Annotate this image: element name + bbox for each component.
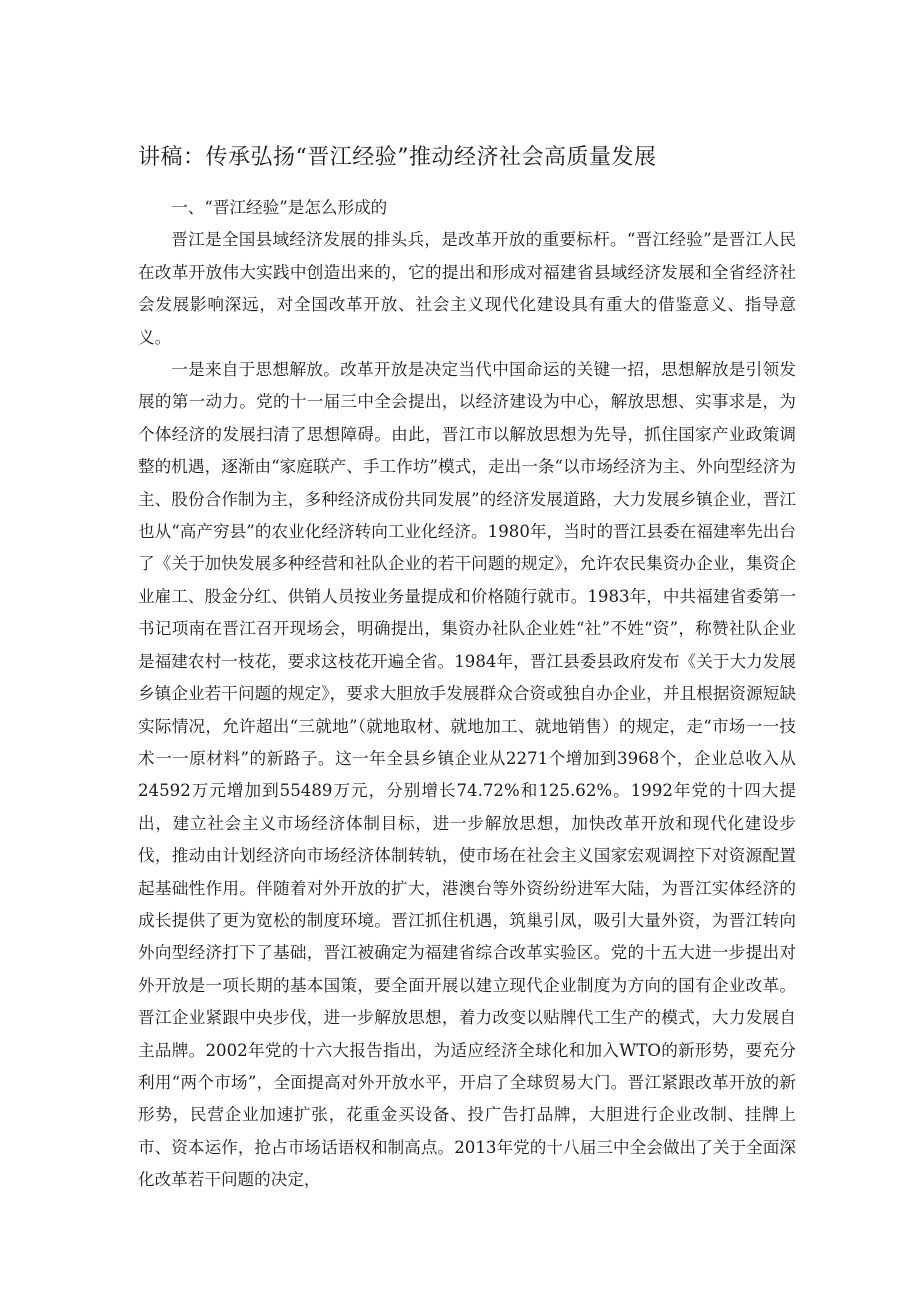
section-heading: 一、“晋江经验”是怎么形成的 xyxy=(171,198,388,217)
paragraph: 一是来自于思想解放。改革开放是决定当代中国命运的关键一招，思想解放是引领发展的第一动力。党的十一届三中全会提出，以经济建设为中心，解放思想、实事求是，为个体经济的发展扫清了思想障碍。由此，晋江市以解放思想为先导，抓住国家产业政策调整的机遇，逐渐由“家庭联产、手工作坊”模式，走出一条“以市场经济为主、外向型经济为主、股份合作制为主，多种经济成份共同发展”的经济发展道路，大力发展乡镇企业，晋江也从“高产穷县”的农业化经济转向工业化经济。1980年，当时的晋江县委在福建率先出台了《关于加快发展多种经营和社队企业的若干问题的规定》，允许农民集资办企业，集资企业雇工、股金分红、供销人员按业务量提成和价格随行就市。1983年，中共福建省委第一书记项南在晋江召开现场会，明确提出，集资办社队企业姓“社”不姓“资”，称赞社队企业是福建农村一枝花，要求这枝花开遍全省。1984年，晋江县委县政府发布《关于大力发展乡镇企业若干问题的规定》，要求大胆放手发展群众合资或独自办企业，并且根据资源短缺实际情况，允许超出“三就地”（就地取材、就地加工、就地销售）的规定，走“市场一一技术一一原材料”的新路子。这一年全县乡镇企业从2271个增加到3968个，企业总收入从24592万元增加到55489万元，分别增长74.72%和125.62%。1992年党的十四大提出，建立社会主义市场经济体制目标，进一步解放思想，加快改革开放和现代化建设步伐，推动由计划经济向市场经济体制转轨，使市场在社会主义国家宏观调控下对资源配置起基础性作用。伴随着对外开放的扩大，港澳台等外资纷纷进军大陆，为晋江实体经济的成长提供了更为宽松的制度环境。晋江抓住机遇，筑巢引凤，吸引大量外资，为晋江转向外向型经济打下了基础，晋江被确定为福建省综合改革实验区。党的十五大进一步提出对外开放是一项长期的基本国策，要全面开展以建立现代企业制度为方向的国有企业改革。晋江企业紧跟中央步伐，进一步解放思想，着力改变以贴牌代工生产的模式，大力发展自主品牌。2002年党的十六大报告指出，为适应经济全球化和加入WTO的新形势，要充分利用“两个市场”，全面提高对外开放水平，开启了全球贸易大门。晋江紧跟改革开放的新形势，民营企业加速扩张，花重金买设备、投广告打品牌，大胆进行企业改制、挂牌上市、资本运作，抢占市场话语权和制高点。2013年党的十八届三中全会做出了关于全面深化改革若干问题的决定， xyxy=(138,360,796,1190)
document-body xyxy=(138,192,796,1197)
document-title: 讲稿：传承弘扬“晋江经验”推动经济社会高质量发展 xyxy=(138,145,657,170)
paragraph: 晋江是全国县域经济发展的排头兵，是改革开放的重要标杆。“晋江经验”是晋江人民在改革开放伟大实践中创造出来的，它的提出和形成对福建省县域经济发展和全省经济社会发展影响深远，对全国改革开放、社会主义现代化建设具有重大的借鉴意义、指导意义。 xyxy=(138,230,796,347)
